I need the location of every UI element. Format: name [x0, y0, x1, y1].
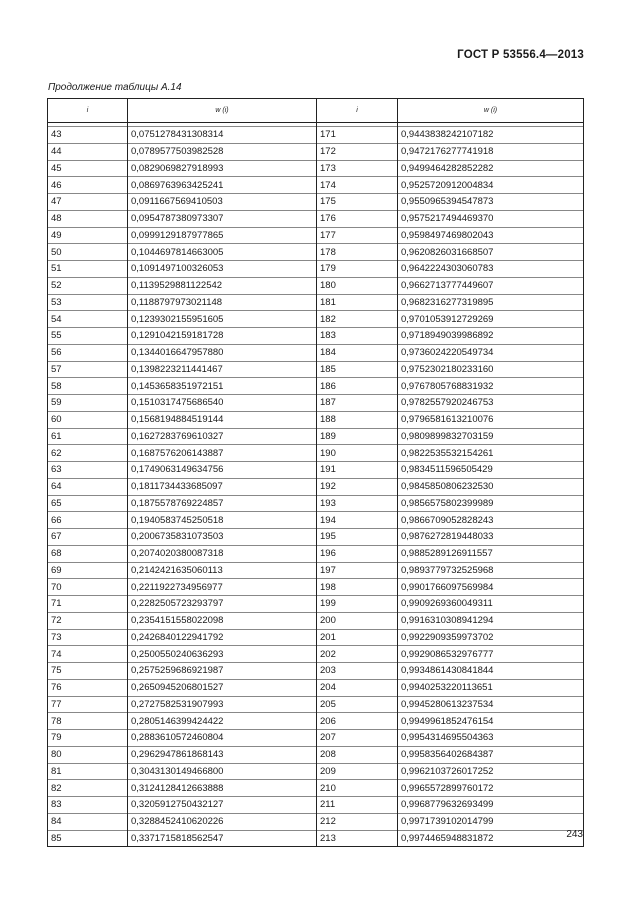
cell-index-right: 192: [317, 478, 398, 495]
cell-index-right: 208: [317, 746, 398, 763]
cell-index-left: 47: [48, 194, 128, 211]
cell-weight-right: 0,9965572899760172: [398, 780, 584, 797]
cell-weight-right: 0,9916310308941294: [398, 612, 584, 629]
cell-weight-left: 0,2142421635060113: [128, 562, 317, 579]
cell-index-right: 211: [317, 797, 398, 814]
cell-weight-right: 0,9922909359973702: [398, 629, 584, 646]
cell-weight-right: 0,9954314695504363: [398, 730, 584, 747]
cell-index-left: 55: [48, 328, 128, 345]
cell-weight-right: 0,9893779732525968: [398, 562, 584, 579]
cell-index-left: 44: [48, 143, 128, 160]
cell-index-right: 185: [317, 361, 398, 378]
table-row: [48, 763, 584, 780]
cell-index-right: 204: [317, 679, 398, 696]
cell-weight-right: 0,9974465948831872: [398, 830, 584, 847]
table-header-row: [48, 99, 584, 123]
cell-weight-right: 0,9782557920246753: [398, 395, 584, 412]
cell-index-right: 187: [317, 395, 398, 412]
table-caption: Продолжение таблицы А.14: [48, 82, 182, 93]
table-row: [48, 529, 584, 546]
cell-weight-right: 0,9598497469802043: [398, 227, 584, 244]
table-row: [48, 411, 584, 428]
table-row: [48, 462, 584, 479]
table-row: [48, 328, 584, 345]
cell-weight-right: 0,9940253220113651: [398, 679, 584, 696]
cell-index-left: 43: [48, 127, 128, 144]
cell-index-left: 53: [48, 294, 128, 311]
cell-weight-right: 0,9701053912729269: [398, 311, 584, 328]
cell-index-left: 74: [48, 646, 128, 663]
cell-index-left: 81: [48, 763, 128, 780]
cell-index-right: 212: [317, 813, 398, 830]
table-row: [48, 679, 584, 696]
cell-weight-left: 0,0829069827918993: [128, 160, 317, 177]
cell-index-left: 76: [48, 679, 128, 696]
cell-weight-left: 0,1687576206143887: [128, 445, 317, 462]
cell-index-left: 83: [48, 797, 128, 814]
cell-index-left: 78: [48, 713, 128, 730]
cell-weight-right: 0,9885289126911557: [398, 545, 584, 562]
table-row: [48, 160, 584, 177]
table-row: [48, 311, 584, 328]
cell-index-right: 201: [317, 629, 398, 646]
cell-index-right: 191: [317, 462, 398, 479]
cell-index-right: 180: [317, 277, 398, 294]
cell-weight-right: 0,9962103726017252: [398, 763, 584, 780]
cell-index-left: 75: [48, 663, 128, 680]
cell-weight-right: 0,9525720912004834: [398, 177, 584, 194]
cell-weight-left: 0,1568194884519144: [128, 411, 317, 428]
cell-index-left: 70: [48, 579, 128, 596]
table-row: [48, 612, 584, 629]
cell-index-left: 48: [48, 210, 128, 227]
table-row: [48, 797, 584, 814]
cell-index-left: 57: [48, 361, 128, 378]
cell-weight-left: 0,1188797973021148: [128, 294, 317, 311]
cell-weight-left: 0,2883610572460804: [128, 730, 317, 747]
cell-index-left: 50: [48, 244, 128, 261]
cell-index-right: 172: [317, 143, 398, 160]
cell-weight-left: 0,2500550240636293: [128, 646, 317, 663]
cell-weight-right: 0,9968779632693499: [398, 797, 584, 814]
cell-index-right: 202: [317, 646, 398, 663]
cell-index-right: 183: [317, 328, 398, 345]
cell-weight-right: 0,9620826031668507: [398, 244, 584, 261]
column-header-weight-left: w (i): [128, 99, 317, 123]
cell-weight-right: 0,9822535532154261: [398, 445, 584, 462]
cell-index-right: 175: [317, 194, 398, 211]
cell-index-right: 199: [317, 596, 398, 613]
cell-weight-left: 0,2650945206801527: [128, 679, 317, 696]
table-row: [48, 562, 584, 579]
cell-index-left: 51: [48, 261, 128, 278]
cell-index-left: 49: [48, 227, 128, 244]
table-row: [48, 445, 584, 462]
cell-weight-right: 0,9845850806232530: [398, 478, 584, 495]
cell-weight-left: 0,2426840122941792: [128, 629, 317, 646]
table-row: [48, 428, 584, 445]
cell-index-right: 186: [317, 378, 398, 395]
cell-index-left: 59: [48, 395, 128, 412]
table-body: [48, 123, 584, 847]
cell-weight-left: 0,3043130149466800: [128, 763, 317, 780]
cell-index-right: 177: [317, 227, 398, 244]
cell-index-left: 61: [48, 428, 128, 445]
cell-index-left: 58: [48, 378, 128, 395]
cell-weight-left: 0,1510317475686540: [128, 395, 317, 412]
cell-index-left: 64: [48, 478, 128, 495]
cell-weight-left: 0,2354151558022098: [128, 612, 317, 629]
table-row: [48, 395, 584, 412]
cell-weight-left: 0,0789577503982528: [128, 143, 317, 160]
cell-index-left: 79: [48, 730, 128, 747]
cell-weight-right: 0,9682316277319895: [398, 294, 584, 311]
cell-weight-right: 0,9550965394547873: [398, 194, 584, 211]
table-row: [48, 596, 584, 613]
cell-weight-right: 0,9949961852476154: [398, 713, 584, 730]
cell-weight-right: 0,9929086532976777: [398, 646, 584, 663]
table-row: [48, 478, 584, 495]
cell-index-right: 198: [317, 579, 398, 596]
table-row: [48, 713, 584, 730]
table-row: [48, 143, 584, 160]
cell-weight-left: 0,1398223211441467: [128, 361, 317, 378]
cell-weight-right: 0,9901766097569984: [398, 579, 584, 596]
cell-index-left: 80: [48, 746, 128, 763]
table-row: [48, 579, 584, 596]
cell-index-right: 181: [317, 294, 398, 311]
cell-weight-left: 0,1453658351972151: [128, 378, 317, 395]
cell-index-left: 54: [48, 311, 128, 328]
table-row: [48, 696, 584, 713]
cell-index-right: 179: [317, 261, 398, 278]
cell-weight-left: 0,3205912750432127: [128, 797, 317, 814]
table-row: [48, 629, 584, 646]
cell-weight-right: 0,9971739102014799: [398, 813, 584, 830]
table-row: [48, 730, 584, 747]
cell-weight-left: 0,2074020380087318: [128, 545, 317, 562]
cell-weight-right: 0,9958356402684387: [398, 746, 584, 763]
cell-weight-right: 0,9767805768831932: [398, 378, 584, 395]
cell-weight-left: 0,0751278431308314: [128, 127, 317, 144]
cell-index-right: 213: [317, 830, 398, 847]
cell-weight-left: 0,0954787380973307: [128, 210, 317, 227]
table-row: [48, 177, 584, 194]
cell-index-left: 66: [48, 512, 128, 529]
cell-index-left: 69: [48, 562, 128, 579]
table-row: [48, 495, 584, 512]
cell-weight-right: 0,9856575802399989: [398, 495, 584, 512]
column-header-weight-right: w (i): [398, 99, 584, 123]
cell-weight-left: 0,1811734433685097: [128, 478, 317, 495]
column-header-index-right: i: [317, 99, 398, 123]
cell-index-left: 56: [48, 344, 128, 361]
cell-weight-left: 0,1139529881122542: [128, 277, 317, 294]
cell-index-right: 176: [317, 210, 398, 227]
cell-index-right: 171: [317, 127, 398, 144]
table-row: [48, 512, 584, 529]
cell-weight-left: 0,1875578769224857: [128, 495, 317, 512]
table-row: [48, 646, 584, 663]
cell-index-left: 65: [48, 495, 128, 512]
cell-index-right: 210: [317, 780, 398, 797]
cell-index-left: 67: [48, 529, 128, 546]
cell-index-right: 203: [317, 663, 398, 680]
cell-index-left: 72: [48, 612, 128, 629]
cell-index-left: 62: [48, 445, 128, 462]
cell-weight-left: 0,1940583745250518: [128, 512, 317, 529]
cell-index-right: 209: [317, 763, 398, 780]
cell-index-right: 193: [317, 495, 398, 512]
cell-weight-right: 0,9472176277741918: [398, 143, 584, 160]
cell-index-left: 45: [48, 160, 128, 177]
table-row: [48, 830, 584, 847]
cell-index-right: 196: [317, 545, 398, 562]
page-number: 243: [566, 829, 583, 840]
cell-weight-right: 0,9642224303060783: [398, 261, 584, 278]
table-row: [48, 294, 584, 311]
cell-index-right: 200: [317, 612, 398, 629]
cell-weight-left: 0,3288452410620226: [128, 813, 317, 830]
cell-index-left: 77: [48, 696, 128, 713]
cell-index-right: 188: [317, 411, 398, 428]
cell-index-left: 68: [48, 545, 128, 562]
cell-index-right: 184: [317, 344, 398, 361]
cell-weight-left: 0,0869763963425241: [128, 177, 317, 194]
cell-index-right: 173: [317, 160, 398, 177]
cell-index-right: 174: [317, 177, 398, 194]
cell-weight-right: 0,9662713777449607: [398, 277, 584, 294]
table-row: [48, 261, 584, 278]
cell-weight-right: 0,9909269360049311: [398, 596, 584, 613]
table-row: [48, 344, 584, 361]
cell-weight-right: 0,9443838242107182: [398, 127, 584, 144]
cell-weight-left: 0,1749063149634756: [128, 462, 317, 479]
table-row: [48, 210, 584, 227]
table-row: [48, 746, 584, 763]
cell-weight-right: 0,9834511596505429: [398, 462, 584, 479]
column-header-index-left: i: [48, 99, 128, 123]
cell-weight-left: 0,1627283769610327: [128, 428, 317, 445]
cell-index-right: 206: [317, 713, 398, 730]
cell-index-right: 182: [317, 311, 398, 328]
cell-weight-left: 0,2575259686921987: [128, 663, 317, 680]
cell-index-right: 205: [317, 696, 398, 713]
cell-weight-left: 0,3371715818562547: [128, 830, 317, 847]
table-row: [48, 813, 584, 830]
table-row: [48, 663, 584, 680]
cell-weight-left: 0,1344016647957880: [128, 344, 317, 361]
cell-index-left: 63: [48, 462, 128, 479]
table-row: [48, 127, 584, 144]
cell-weight-right: 0,9718949039986892: [398, 328, 584, 345]
table-row: [48, 780, 584, 797]
cell-index-right: 197: [317, 562, 398, 579]
cell-index-right: 189: [317, 428, 398, 445]
table-row: [48, 194, 584, 211]
table-row: [48, 277, 584, 294]
cell-weight-right: 0,9945280613237534: [398, 696, 584, 713]
cell-weight-left: 0,3124128412663888: [128, 780, 317, 797]
cell-weight-right: 0,9866709052828243: [398, 512, 584, 529]
cell-weight-left: 0,2282505723293797: [128, 596, 317, 613]
table-row: [48, 361, 584, 378]
cell-weight-left: 0,1091497100326053: [128, 261, 317, 278]
cell-index-right: 178: [317, 244, 398, 261]
cell-index-left: 84: [48, 813, 128, 830]
cell-index-left: 60: [48, 411, 128, 428]
cell-index-left: 46: [48, 177, 128, 194]
table-row: [48, 378, 584, 395]
cell-weight-left: 0,1239302155951605: [128, 311, 317, 328]
cell-weight-right: 0,9809899832703159: [398, 428, 584, 445]
cell-weight-right: 0,9499464282852282: [398, 160, 584, 177]
cell-weight-right: 0,9752302180233160: [398, 361, 584, 378]
cell-index-right: 195: [317, 529, 398, 546]
cell-weight-right: 0,9736024220549734: [398, 344, 584, 361]
weights-table: [47, 98, 584, 847]
cell-weight-right: 0,9934861430841844: [398, 663, 584, 680]
cell-weight-right: 0,9796581613210076: [398, 411, 584, 428]
cell-weight-left: 0,2727582531907993: [128, 696, 317, 713]
table-row: [48, 545, 584, 562]
cell-weight-left: 0,1291042159181728: [128, 328, 317, 345]
table-row: [48, 227, 584, 244]
cell-weight-left: 0,1044697814663005: [128, 244, 317, 261]
cell-weight-left: 0,2805146399424422: [128, 713, 317, 730]
cell-index-left: 85: [48, 830, 128, 847]
cell-index-left: 82: [48, 780, 128, 797]
cell-weight-right: 0,9575217494469370: [398, 210, 584, 227]
cell-weight-left: 0,2006735831073503: [128, 529, 317, 546]
table-row: [48, 244, 584, 261]
cell-weight-left: 0,2962947861868143: [128, 746, 317, 763]
cell-weight-left: 0,2211922734956977: [128, 579, 317, 596]
cell-weight-left: 0,0911667569410503: [128, 194, 317, 211]
document-standard-header: ГОСТ Р 53556.4—2013: [457, 49, 584, 61]
cell-weight-left: 0,0999129187977865: [128, 227, 317, 244]
cell-index-left: 71: [48, 596, 128, 613]
cell-index-right: 190: [317, 445, 398, 462]
cell-index-right: 207: [317, 730, 398, 747]
cell-index-right: 194: [317, 512, 398, 529]
cell-index-left: 52: [48, 277, 128, 294]
cell-weight-right: 0,9876272819448033: [398, 529, 584, 546]
cell-index-left: 73: [48, 629, 128, 646]
